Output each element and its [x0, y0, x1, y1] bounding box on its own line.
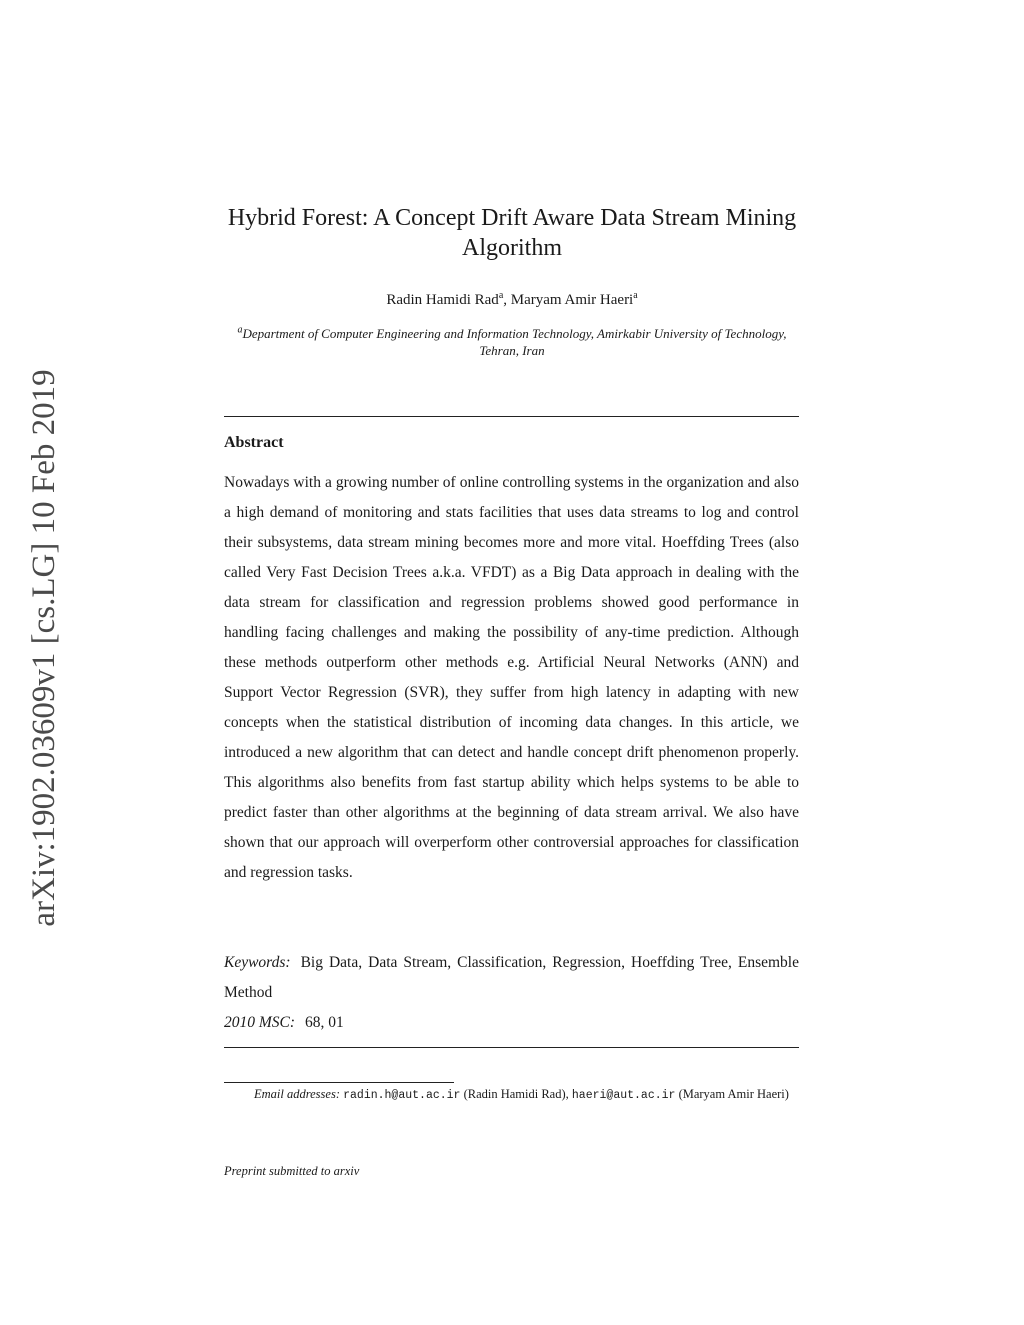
author-affiliation	[222, 325, 802, 359]
email-footnote	[224, 1086, 799, 1104]
author-name: Radin Hamidi Rad	[386, 292, 499, 308]
arxiv-identifier-stamp: arXiv:1902.03609v1 [cs.LG] 10 Feb 2019	[26, 369, 62, 927]
msc-line	[224, 1008, 799, 1038]
email-link[interactable]: haeri@aut.ac.ir	[571, 1089, 676, 1102]
author-name: Maryam Amir Haeri	[510, 292, 634, 308]
affiliation-text: Department of Computer Engineering and Information Technology, Amirkabir University of Technology, Tehran, Iran	[242, 326, 787, 358]
email-owner: (Maryam Amir Haeri)	[678, 1087, 789, 1101]
paper-title: Hybrid Forest: A Concept Drift Aware Data Stream Mining Algorithm	[227, 205, 797, 261]
msc-text: 68, 01	[305, 1014, 344, 1031]
affiliation-mark: a	[498, 290, 504, 301]
author-list: Radin Hamidi Rad$^a$, Maryam Amir Haeri$^a$	[386, 290, 638, 308]
affiliation-mark: a	[633, 290, 638, 301]
keywords-line	[224, 948, 799, 1008]
preprint-note: Preprint submitted to arxiv	[224, 1164, 360, 1178]
email-label: Email addresses:	[254, 1087, 340, 1101]
abstract-top-rule	[224, 416, 799, 417]
abstract-body: Nowadays with a growing number of online controlling systems in the organization and also a high demand of monitoring and stats facilities that uses data streams to log and control their subsystems, data stream mining becomes more and more vital. Hoeffding Trees (also called Very Fast Decision Trees a.k.a. VFDT) as a Big Data approach in dealing with the data stream for classification and regression problems showed good performance in handling facing challenges and making the possibility of any-time prediction. Although these methods outperform other methods e.g. Artificial Neural Networks (ANN) and Support Vector Regression (SVR), they suffer from high latency in adapting with new concepts when the statistical distribution of incoming data changes. In this article, we introduced a new algorithm that can detect and handle concept drift phenomenon properly. This algorithms also benefits from fast startup ability which helps systems to be able to predict faster than other algorithms at the beginning of data stream arrival. We also have shown that our approach will overperform other controversial approaches for classification and regression tasks.	[224, 474, 799, 881]
keywords-text: Big Data, Data Stream, Classification, Regression, Hoeffding Tree, Ensemble Method	[224, 954, 799, 1001]
email-owner: (Radin Hamidi Rad),	[463, 1087, 569, 1101]
affiliation-mark: a	[237, 324, 243, 336]
abstract-bottom-rule	[224, 1047, 799, 1048]
footnote-rule	[224, 1082, 454, 1083]
email-link[interactable]: radin.h@aut.ac.ir	[343, 1089, 461, 1102]
abstract-heading: Abstract	[224, 434, 284, 451]
keywords-label: Keywords:	[224, 954, 291, 971]
msc-label: 2010 MSC:	[224, 1014, 296, 1031]
